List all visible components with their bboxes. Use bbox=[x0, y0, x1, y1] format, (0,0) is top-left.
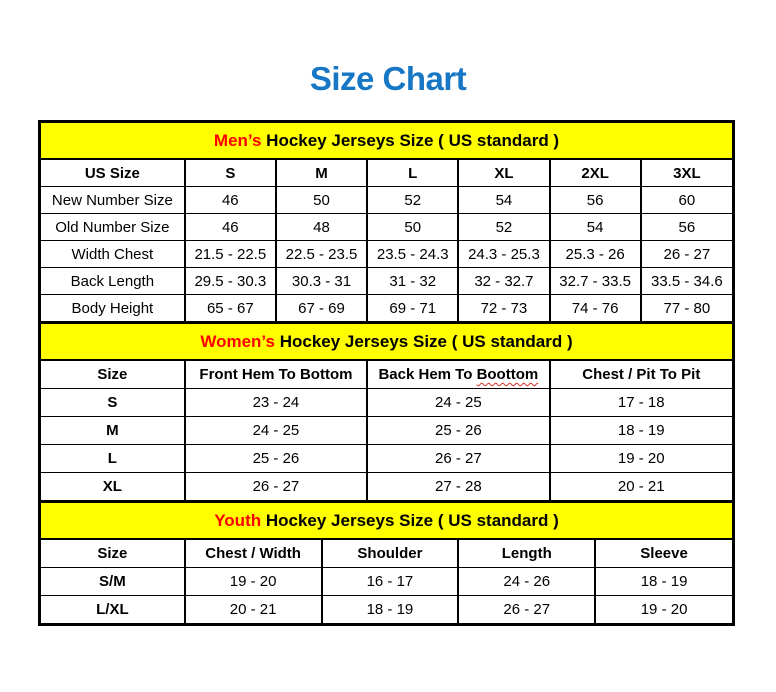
table-cell: 48 bbox=[276, 214, 367, 241]
table-row bbox=[41, 417, 732, 445]
row-label: M bbox=[41, 417, 185, 445]
row-label: L bbox=[41, 445, 185, 473]
table-cell: 50 bbox=[276, 187, 367, 214]
table-cell: 24.3 - 25.3 bbox=[458, 241, 549, 268]
column-header: S bbox=[185, 160, 276, 187]
table-cell: 54 bbox=[458, 187, 549, 214]
table-row bbox=[41, 473, 732, 501]
column-header: M bbox=[276, 160, 367, 187]
table-cell: 26 - 27 bbox=[185, 473, 367, 501]
column-header: XL bbox=[458, 160, 549, 187]
column-header: 3XL bbox=[641, 160, 732, 187]
table-cell: 65 - 67 bbox=[185, 295, 276, 322]
table-cell: 52 bbox=[458, 214, 549, 241]
section-banner-womens bbox=[41, 321, 732, 361]
table-row bbox=[41, 568, 732, 596]
table-cell: 25 - 26 bbox=[185, 445, 367, 473]
column-header: Chest / Width bbox=[185, 540, 322, 568]
row-label: Back Length bbox=[41, 268, 185, 295]
table-row bbox=[41, 241, 732, 268]
table-cell: 50 bbox=[367, 214, 458, 241]
table-cell: 19 - 20 bbox=[185, 568, 322, 596]
section-banner-mens bbox=[41, 123, 732, 160]
section-banner-youth bbox=[41, 500, 732, 540]
table-cell: 19 - 20 bbox=[595, 596, 732, 624]
table-cell: 16 - 17 bbox=[322, 568, 459, 596]
banner-highlight-womens: Women’s bbox=[200, 332, 275, 351]
table-cell: 46 bbox=[185, 214, 276, 241]
page-title: Size Chart bbox=[309, 60, 467, 97]
row-label: Width Chest bbox=[41, 241, 185, 268]
column-header: Length bbox=[458, 540, 595, 568]
table-cell: 26 - 27 bbox=[641, 241, 732, 268]
table-cell: 24 - 25 bbox=[185, 417, 367, 445]
row-label: Old Number Size bbox=[41, 214, 185, 241]
table-header-row bbox=[41, 361, 732, 389]
column-header: Chest / Pit To Pit bbox=[550, 361, 732, 389]
table-cell: 56 bbox=[550, 187, 641, 214]
column-header: L bbox=[367, 160, 458, 187]
table-cell: 69 - 71 bbox=[367, 295, 458, 322]
table-cell: 26 - 27 bbox=[367, 445, 549, 473]
table-cell: 23 - 24 bbox=[185, 389, 367, 417]
column-header: 2XL bbox=[550, 160, 641, 187]
table-cell: 23.5 - 24.3 bbox=[367, 241, 458, 268]
table-cell: 26 - 27 bbox=[458, 596, 595, 624]
banner-text-youth: Hockey Jerseys Size ( US standard ) bbox=[261, 511, 559, 530]
table-cell: 25 - 26 bbox=[367, 417, 549, 445]
table-cell: 27 - 28 bbox=[367, 473, 549, 501]
table-cell: 22.5 - 23.5 bbox=[276, 241, 367, 268]
column-header: US Size bbox=[41, 160, 185, 187]
table-cell: 30.3 - 31 bbox=[276, 268, 367, 295]
column-header-text: Back Hem To bbox=[378, 366, 477, 383]
column-header bbox=[367, 361, 549, 389]
table-header-row bbox=[41, 540, 732, 568]
table-cell: 32 - 32.7 bbox=[458, 268, 549, 295]
table-cell: 18 - 19 bbox=[322, 596, 459, 624]
table-cell: 54 bbox=[550, 214, 641, 241]
banner-highlight-mens: Men’s bbox=[213, 131, 262, 150]
banner-text-mens: Hockey Jerseys Size ( US standard ) bbox=[261, 131, 560, 150]
table-cell: 29.5 - 30.3 bbox=[185, 268, 276, 295]
table-cell: 21.5 - 22.5 bbox=[185, 241, 276, 268]
womens-size-table bbox=[41, 361, 732, 500]
banner-highlight-youth: Youth bbox=[214, 511, 262, 530]
table-row bbox=[41, 214, 732, 241]
row-label: S/M bbox=[41, 568, 185, 596]
misspelled-word: Boottom bbox=[476, 366, 539, 383]
table-cell: 67 - 69 bbox=[276, 295, 367, 322]
table-cell: 25.3 - 26 bbox=[550, 241, 641, 268]
table-row bbox=[41, 268, 732, 295]
table-cell: 60 bbox=[641, 187, 732, 214]
mens-size-table bbox=[41, 160, 732, 321]
table-cell: 31 - 32 bbox=[367, 268, 458, 295]
table-cell: 17 - 18 bbox=[550, 389, 732, 417]
table-cell: 33.5 - 34.6 bbox=[641, 268, 732, 295]
column-header: Front Hem To Bottom bbox=[185, 361, 367, 389]
row-label: L/XL bbox=[41, 596, 185, 624]
table-cell: 20 - 21 bbox=[550, 473, 732, 501]
table-row bbox=[41, 445, 732, 473]
table-row bbox=[41, 596, 732, 624]
size-chart-container bbox=[38, 120, 735, 626]
table-header-row bbox=[41, 160, 732, 187]
table-cell: 56 bbox=[641, 214, 732, 241]
table-row bbox=[41, 295, 732, 322]
table-row bbox=[41, 389, 732, 417]
column-header: Size bbox=[41, 540, 185, 568]
table-cell: 72 - 73 bbox=[458, 295, 549, 322]
row-label: S bbox=[41, 389, 185, 417]
table-cell: 18 - 19 bbox=[550, 417, 732, 445]
table-cell: 32.7 - 33.5 bbox=[550, 268, 641, 295]
column-header: Shoulder bbox=[322, 540, 459, 568]
table-cell: 74 - 76 bbox=[550, 295, 641, 322]
row-label: Body Height bbox=[41, 295, 185, 322]
table-cell: 18 - 19 bbox=[595, 568, 732, 596]
column-header: Sleeve bbox=[595, 540, 732, 568]
table-cell: 24 - 25 bbox=[367, 389, 549, 417]
row-label: New Number Size bbox=[41, 187, 185, 214]
table-cell: 46 bbox=[185, 187, 276, 214]
youth-size-table bbox=[41, 540, 732, 623]
table-cell: 24 - 26 bbox=[458, 568, 595, 596]
table-cell: 77 - 80 bbox=[641, 295, 732, 322]
column-header: Size bbox=[41, 361, 185, 389]
banner-text-womens: Hockey Jerseys Size ( US standard ) bbox=[274, 332, 573, 351]
row-label: XL bbox=[41, 473, 185, 501]
table-cell: 20 - 21 bbox=[185, 596, 322, 624]
table-cell: 19 - 20 bbox=[550, 445, 732, 473]
table-cell: 52 bbox=[367, 187, 458, 214]
table-row bbox=[41, 187, 732, 214]
